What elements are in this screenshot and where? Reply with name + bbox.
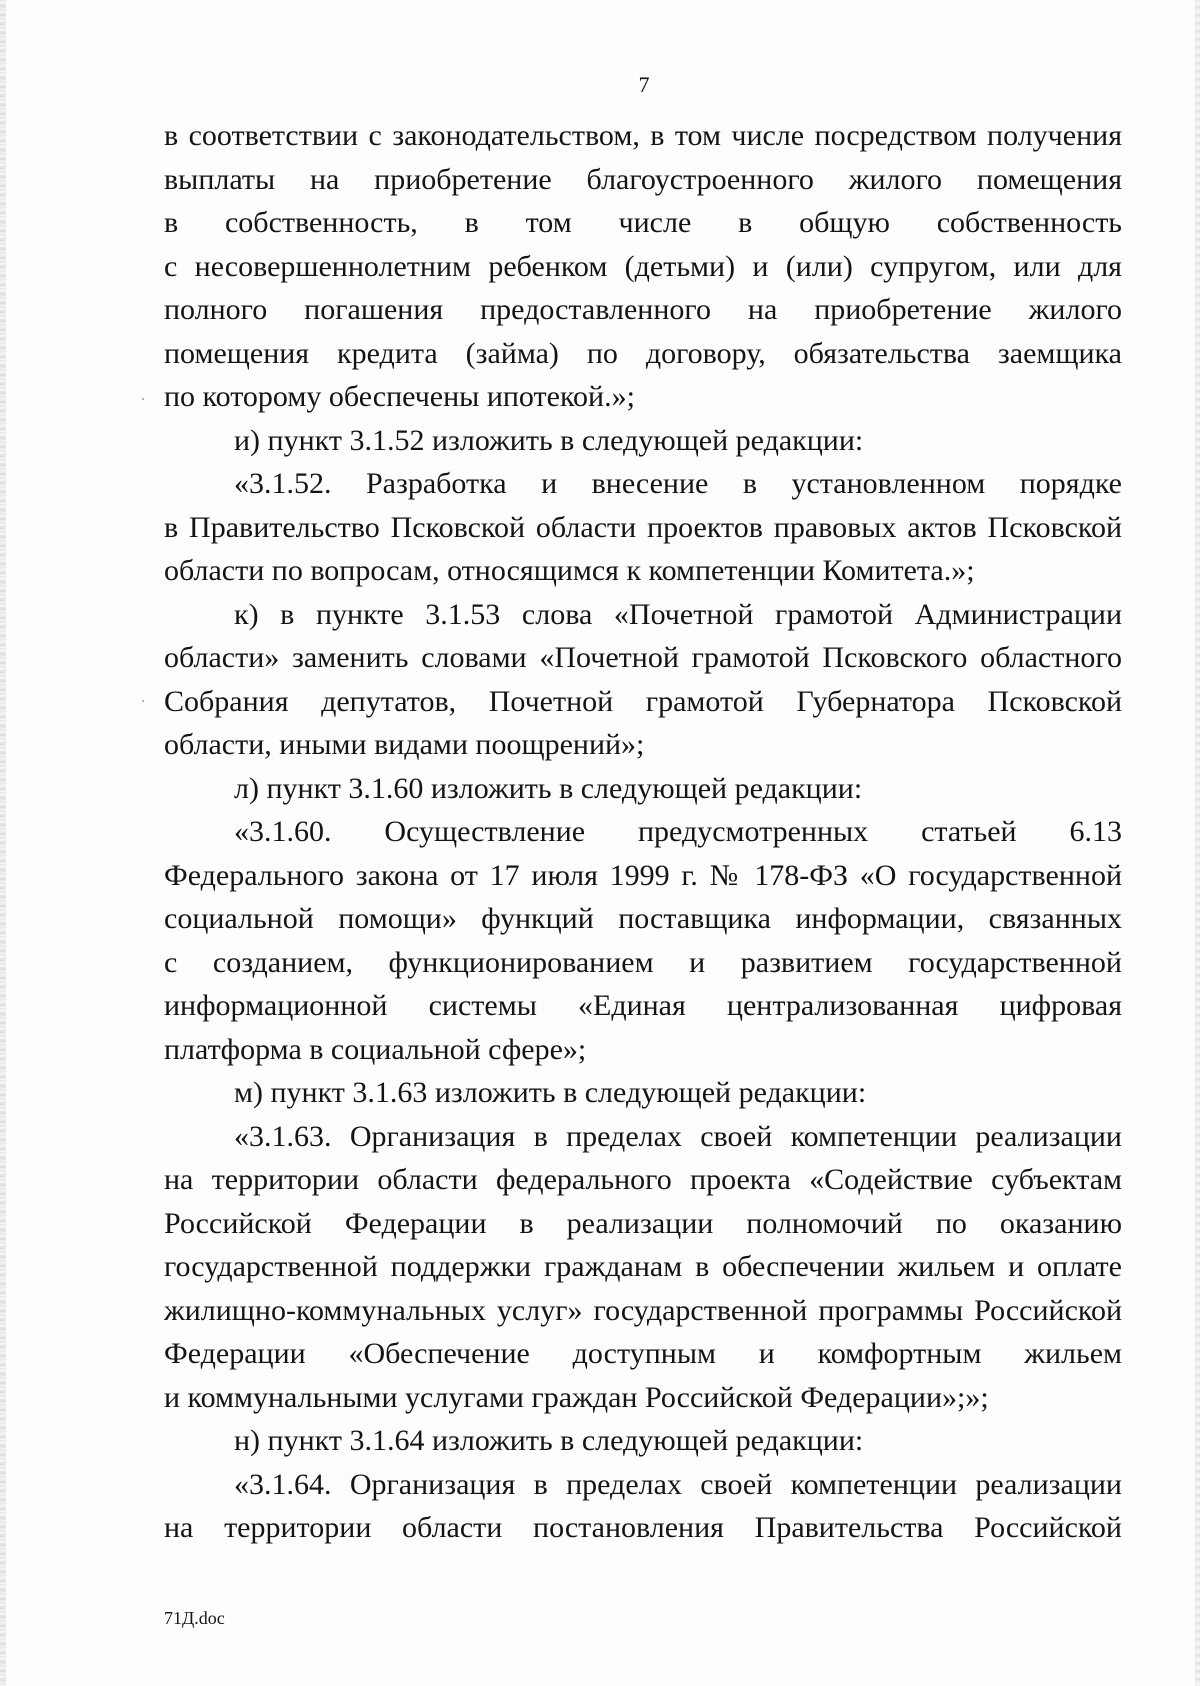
text-line: Федерального закона от 17 июля 1999 г. № 178-ФЗ «О государственной xyxy=(164,858,1122,892)
text-line: на территории области федерального проекта «Содействие субъектам xyxy=(164,1163,1122,1196)
text-line: области, иными видами поощрений»; xyxy=(164,728,645,761)
text-line: м) пункт 3.1.63 изложить в следующей редакции: xyxy=(234,1076,867,1109)
text-line: жилищно-коммунальных услуг» государственной программы Российской xyxy=(164,1293,1122,1327)
text-line: л) пункт 3.1.60 изложить в следующей редакции: xyxy=(234,771,863,805)
file-name-footer: 71Д.doc xyxy=(164,1608,225,1628)
text-line: области» заменить словами «Почетной грамотой Псковского областного xyxy=(164,641,1122,674)
text-line: Федерации «Обеспечение доступным и комфортным жильем xyxy=(164,1337,1122,1370)
scan-edge-left xyxy=(0,0,6,1686)
text-line: к) в пункте 3.1.53 слова «Почетной грамотой Администрации xyxy=(234,597,1122,631)
text-line: Собрания депутатов, Почетной грамотой Губернатора Псковской xyxy=(164,684,1122,718)
text-line: платформа в социальной сфере»; xyxy=(164,1032,587,1066)
text-line: по которому обеспечены ипотекой.»; xyxy=(164,380,635,413)
text-line: информационной системы «Единая централизованная цифровая xyxy=(164,989,1122,1022)
text-line: выплаты на приобретение благоустроенного жилого помещения xyxy=(164,162,1122,196)
text-line: области по вопросам, относящимся к компетенции Комитета.»; xyxy=(164,554,975,587)
document-body xyxy=(164,114,1122,1550)
scan-speck xyxy=(142,398,144,400)
text-line: на территории области постановления Правительства Российской xyxy=(164,1511,1122,1544)
text-line: в Правительство Псковской области проектов правовых актов Псковской xyxy=(164,510,1122,544)
text-line: Российской Федерации в реализации полномочий по оказанию xyxy=(164,1206,1122,1240)
scan-edge-right xyxy=(1195,0,1200,1686)
page-number: 7 xyxy=(638,72,650,97)
text-line: социальной помощи» функций поставщика информации, связанных xyxy=(164,902,1122,935)
text-line: «3.1.63. Организация в пределах своей компетенции реализации xyxy=(234,1119,1122,1153)
text-line: в собственность, в том числе в общую собственность xyxy=(164,206,1122,239)
text-line: «3.1.60. Осуществление предусмотренных статьей 6.13 xyxy=(234,815,1122,848)
text-line: н) пункт 3.1.64 изложить в следующей редакции: xyxy=(234,1424,864,1457)
text-line: полного погашения предоставленного на приобретение жилого xyxy=(164,293,1122,326)
text-line: с созданием, функционированием и развитием государственной xyxy=(164,945,1122,979)
text-line: с несовершеннолетним ребенком (детьми) и (или) супругом, или для xyxy=(164,249,1122,283)
text-line: «3.1.52. Разработка и внесение в установленном порядке xyxy=(234,467,1122,500)
text-line: и коммунальными услугами граждан Российской Федерации»;»; xyxy=(164,1380,989,1414)
text-line: в соответствии с законодательством, в том числе посредством получения xyxy=(164,119,1122,152)
text-line: государственной поддержки гражданам в обеспечении жильем и оплате xyxy=(164,1250,1122,1283)
scan-speck xyxy=(142,700,144,702)
text-line: помещения кредита (займа) по договору, обязательства заемщика xyxy=(164,336,1122,370)
text-line: и) пункт 3.1.52 изложить в следующей редакции: xyxy=(234,423,864,457)
text-line: «3.1.64. Организация в пределах своей компетенции реализации xyxy=(234,1467,1122,1501)
